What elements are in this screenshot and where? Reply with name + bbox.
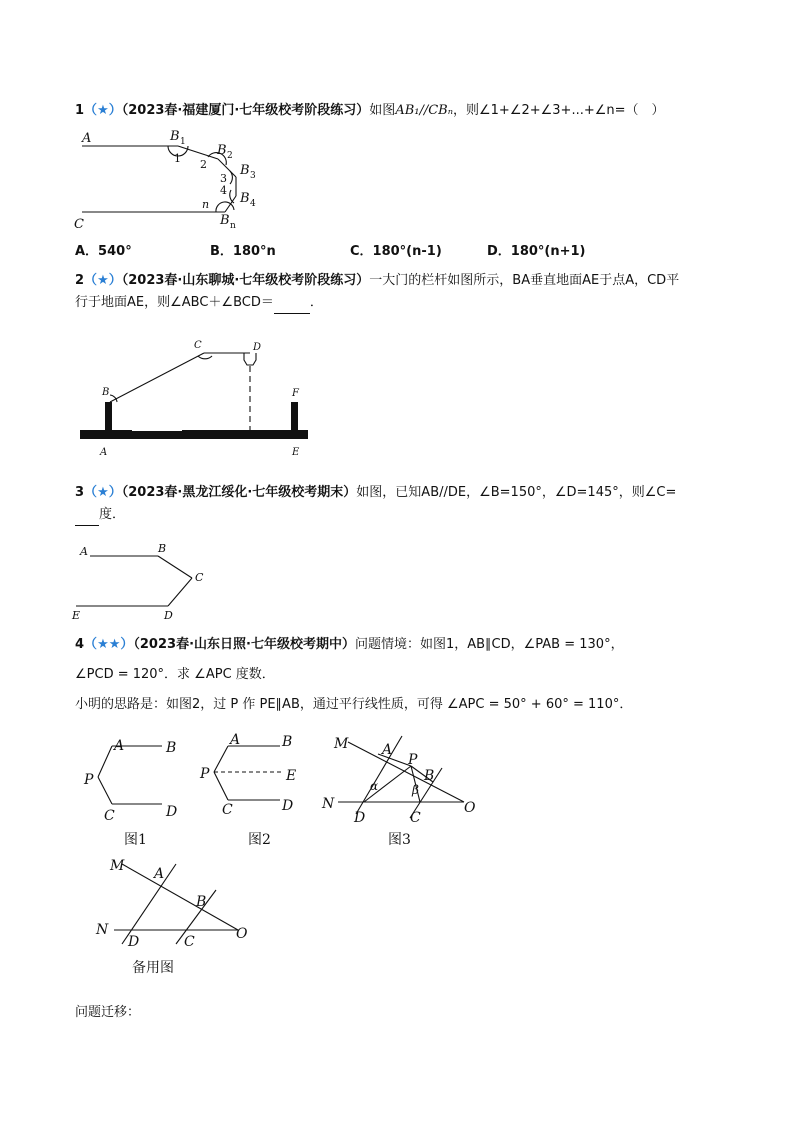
figure-q4-fig3 xyxy=(318,730,483,855)
label-P: P xyxy=(408,752,418,768)
question-text: 如图，已知AB//DE，∠B=150°，∠D=145°，则∠C= xyxy=(356,485,677,500)
question-number: 2 xyxy=(75,273,85,288)
subscript: 3 xyxy=(250,171,256,181)
label-B3: B xyxy=(240,163,250,178)
label-E: E xyxy=(292,447,300,458)
answer-blank[interactable] xyxy=(75,509,99,526)
label-M: M xyxy=(334,736,349,752)
question-text: 行于地面AE，则∠ABC＋∠BCD＝ xyxy=(75,295,274,310)
problem-migration-heading: 问题迁移： xyxy=(75,1005,141,1020)
question-text: 如图 xyxy=(369,103,396,118)
angle-label: n xyxy=(202,198,210,211)
formula: AB₁//CBₙ xyxy=(395,103,453,118)
angle-label: 4 xyxy=(220,184,227,197)
subscript: 1 xyxy=(180,137,186,147)
label-B1: B xyxy=(170,129,180,144)
question-text: ∠PCD = 120°．求 ∠APC 度数． xyxy=(75,667,275,682)
figure-q4-fig1 xyxy=(78,730,188,855)
label-B2: B xyxy=(217,143,227,158)
label-A: A xyxy=(382,742,393,758)
answer-blank[interactable] xyxy=(274,297,310,314)
label-D: D xyxy=(128,934,140,950)
difficulty-stars: （★） xyxy=(84,485,122,500)
question-source: （2023春·福建厦门·七年级校考阶段练习） xyxy=(121,103,370,118)
option-c[interactable]: C．180°(n-1) xyxy=(350,244,442,259)
question-1 xyxy=(75,100,725,122)
label-D: D xyxy=(354,810,366,826)
figure-caption: 图3 xyxy=(388,832,411,848)
question-text: ，则∠1+∠2+∠3+...+∠n=（ ） xyxy=(453,103,665,118)
option-d[interactable]: D．180°(n+1) xyxy=(487,244,586,259)
label-N: N xyxy=(322,796,335,812)
question-source: （2023春·山东日照·七年级校考期中） xyxy=(133,637,355,652)
label-D: D xyxy=(282,798,294,814)
label-D: D xyxy=(164,609,173,622)
label-Bn: B xyxy=(220,213,230,228)
angle-beta: β xyxy=(412,783,419,797)
angle-label: 2 xyxy=(200,158,207,171)
label-E: E xyxy=(286,768,297,784)
figure-q1 xyxy=(70,124,280,232)
label-A: A xyxy=(80,545,88,558)
figure-caption: 备用图 xyxy=(132,960,174,976)
question-source: （2023春·黑龙江绥化·七年级校考期末） xyxy=(121,485,357,500)
label-D: D xyxy=(253,342,262,353)
answer-options xyxy=(75,240,725,260)
figure-q3 xyxy=(70,540,220,625)
figure-caption: 图1 xyxy=(124,832,147,848)
subscript: 2 xyxy=(227,151,233,161)
label-A: A xyxy=(154,866,165,882)
label-D: D xyxy=(166,804,178,820)
question-2 xyxy=(75,270,725,314)
question-number: 3 xyxy=(75,485,85,500)
angle-label: 1 xyxy=(174,152,181,165)
question-text: 小明的思路是：如图2，过 P 作 PE∥AB，通过平行线性质，可得 ∠APC = 50° + 60° = 110°． xyxy=(75,697,633,712)
figure-q4-fig4 xyxy=(92,850,262,980)
label-B: B xyxy=(424,768,435,784)
difficulty-stars: （★★） xyxy=(84,637,134,652)
star-icon: ★★ xyxy=(97,637,121,652)
question-text: ． xyxy=(309,295,323,310)
label-B: B xyxy=(196,894,207,910)
label-A: A xyxy=(230,732,241,748)
question-number: 4 xyxy=(75,637,85,652)
question-source: （2023春·山东聊城·七年级校考阶段练习） xyxy=(121,273,370,288)
label-C: C xyxy=(222,802,233,818)
angle-label: 3 xyxy=(220,172,227,185)
label-E: E xyxy=(72,609,81,622)
difficulty-stars: （★） xyxy=(84,273,122,288)
difficulty-stars: （★） xyxy=(84,103,122,118)
label-C: C xyxy=(104,808,115,824)
label-B: B xyxy=(166,740,177,756)
label-O: O xyxy=(464,800,476,816)
figure-q4-fig2 xyxy=(198,730,318,855)
label-M: M xyxy=(110,858,125,874)
label-B: B xyxy=(282,734,293,750)
label-O: O xyxy=(236,926,248,942)
figure-q2 xyxy=(76,336,316,461)
label-C: C xyxy=(74,217,84,232)
question-text: 问题情境：如图1，AB∥CD，∠PAB = 130°， xyxy=(354,637,624,652)
label-F: F xyxy=(292,388,299,399)
question-4 xyxy=(75,630,725,720)
label-C: C xyxy=(195,571,204,584)
label-B4: B xyxy=(240,191,250,206)
star-icon: ★ xyxy=(97,273,109,288)
label-C: C xyxy=(184,934,195,950)
label-C: C xyxy=(410,810,421,826)
figure-caption: 图2 xyxy=(248,832,271,848)
label-P: P xyxy=(200,766,210,782)
option-b[interactable]: B．180°n xyxy=(210,244,276,259)
star-icon: ★ xyxy=(97,103,109,118)
angle-alpha: α xyxy=(370,779,379,793)
label-B: B xyxy=(102,387,110,398)
star-icon: ★ xyxy=(97,485,109,500)
label-A: A xyxy=(100,447,108,458)
label-C: C xyxy=(194,340,202,351)
subscript: 4 xyxy=(250,199,256,209)
subscript: n xyxy=(230,221,236,231)
question-3 xyxy=(75,482,725,526)
label-P: P xyxy=(84,772,94,788)
label-B: B xyxy=(158,542,167,555)
option-a[interactable]: A．540° xyxy=(75,244,132,259)
label-A: A xyxy=(114,738,125,754)
question-text: 一大门的栏杆如图所示，BA垂直地面AE于点A，CD平 xyxy=(369,273,680,288)
question-text: 度． xyxy=(99,507,126,522)
label-A: A xyxy=(82,131,92,146)
label-N: N xyxy=(96,922,109,938)
question-number: 1 xyxy=(75,103,85,118)
